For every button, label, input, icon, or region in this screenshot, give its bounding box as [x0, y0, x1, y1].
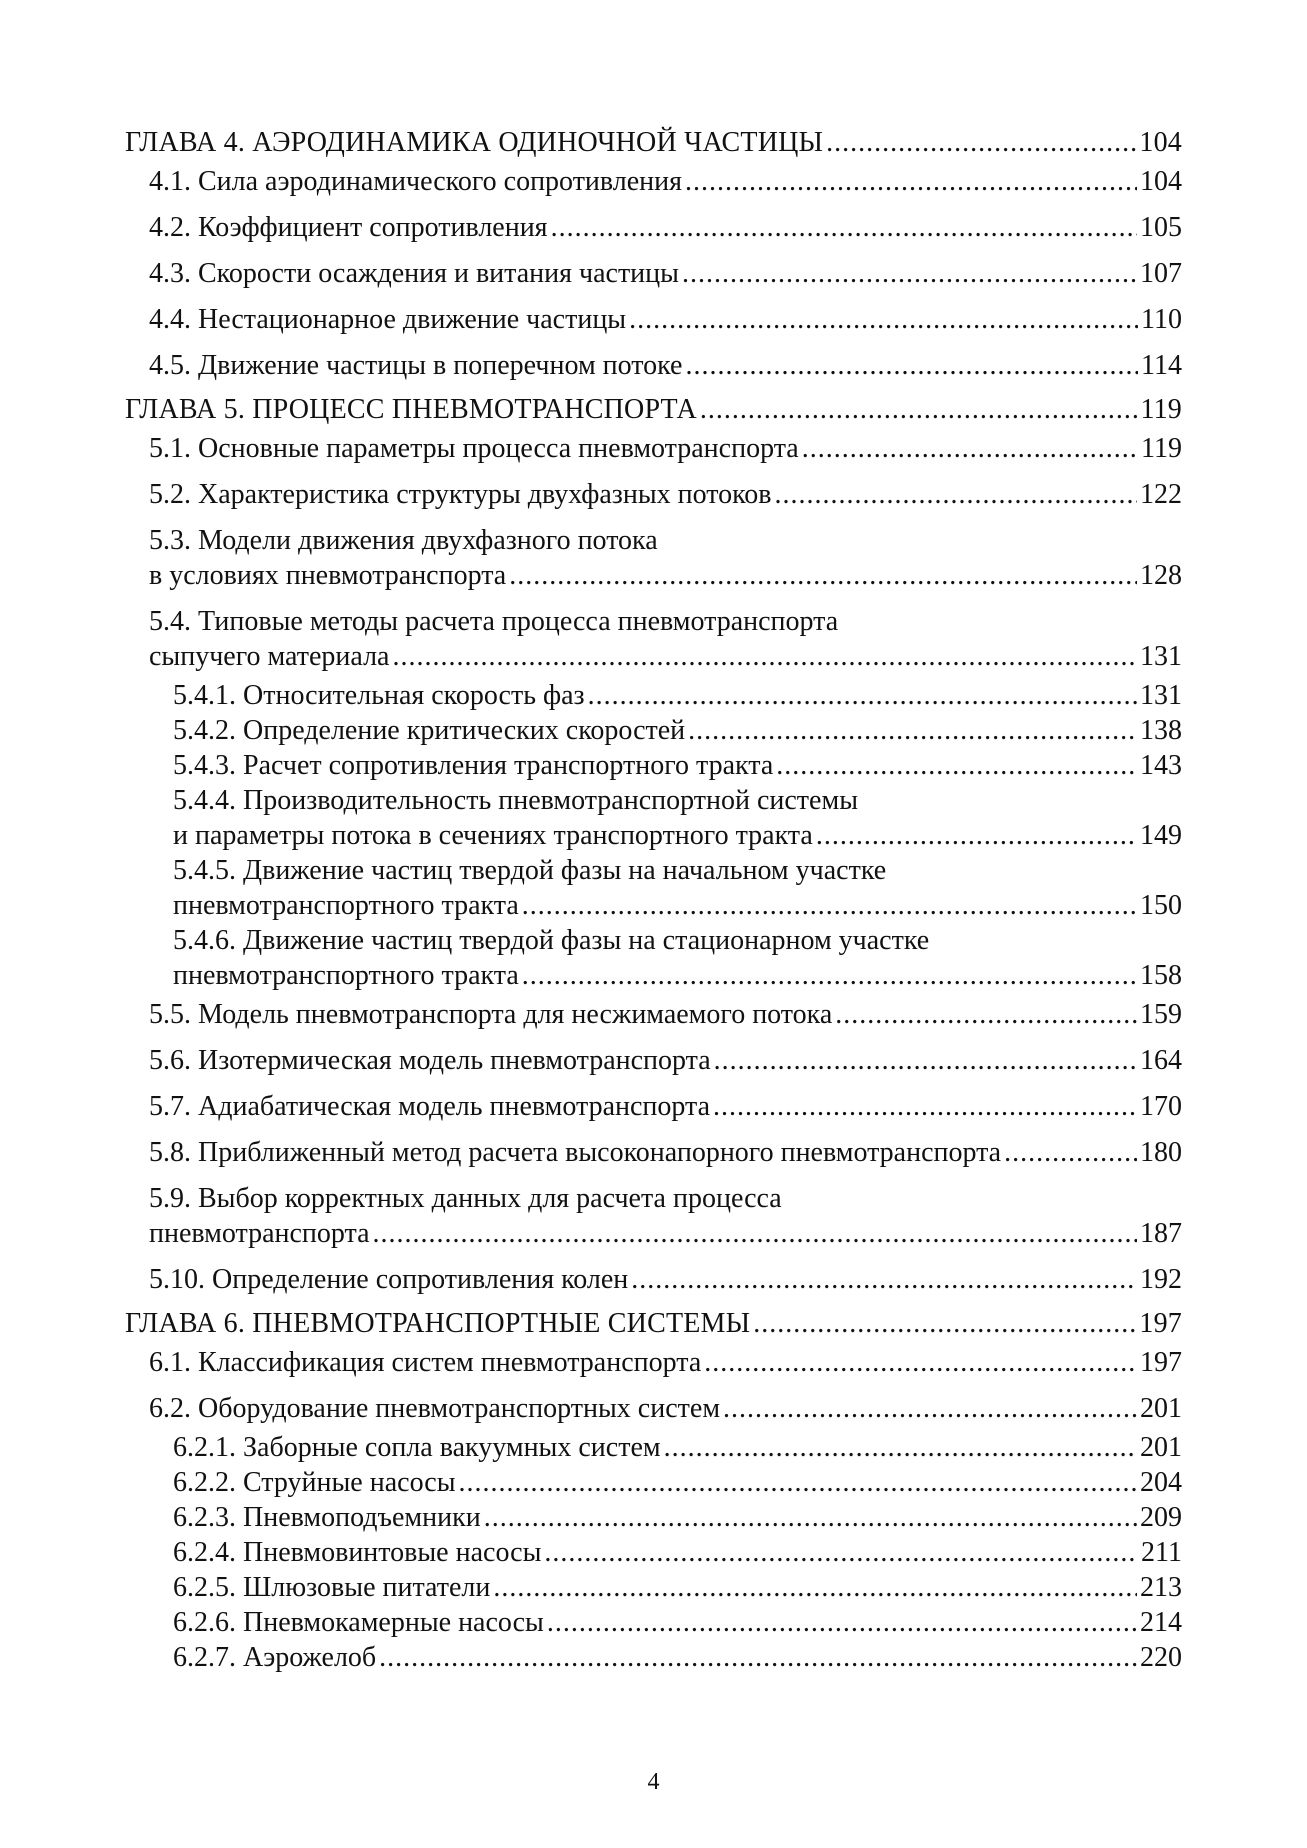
toc-entry-title: 5.1. Основные параметры процесса пневмотранспорта: [149, 433, 799, 464]
dot-leader: [714, 1043, 1137, 1078]
toc-section-5-9[interactable]: [125, 1181, 1182, 1251]
toc-entry-title: 5.7. Адиабатическая модель пневмотранспорта: [149, 1091, 711, 1122]
toc-entry-title: 6.2.3. Пневмоподъемники: [173, 1502, 481, 1533]
toc-entry-title-line2: пневмотранспортного тракта: [173, 890, 519, 921]
toc-entry-title: 6.2. Оборудование пневмотранспортных систем: [149, 1393, 721, 1424]
toc-entry-title: 6.2.6. Пневмокамерные насосы: [173, 1607, 544, 1638]
toc-entry-title-line2: в условиях пневмотранспорта: [149, 560, 507, 591]
toc-entry-page: 150: [1140, 890, 1182, 921]
toc-entry-title-line2: пневмотранспорта: [149, 1218, 370, 1249]
dot-leader: [484, 1500, 1137, 1535]
table-of-contents: [125, 125, 1182, 1675]
toc-entry-page: 170: [1140, 1091, 1182, 1122]
dot-leader: [551, 210, 1137, 245]
toc-entry-title-line1: 5.3. Модели движения двухфазного потока: [149, 525, 658, 556]
toc-subsection-5-4-2[interactable]: [125, 713, 1182, 748]
dot-leader: [493, 1570, 1137, 1605]
toc-subsection-5-4-1[interactable]: [125, 678, 1182, 713]
toc-section-5-2[interactable]: [125, 477, 1182, 512]
toc-entry-page: 201: [1140, 1393, 1182, 1424]
toc-subsection-6-2-3[interactable]: [125, 1500, 1182, 1535]
dot-leader: [802, 431, 1138, 466]
toc-entry-title: 5.10. Определение сопротивления колен: [149, 1264, 629, 1295]
toc-subsection-6-2-4[interactable]: [125, 1535, 1182, 1570]
toc-section-5-1[interactable]: [125, 431, 1182, 466]
page-number: 4: [647, 1769, 660, 1795]
dot-leader: [775, 477, 1137, 512]
dot-leader: [392, 639, 1137, 674]
toc-entry-title: ГЛАВА 4. АЭРОДИНАМИКА ОДИНОЧНОЙ ЧАСТИЦЫ: [125, 127, 824, 158]
toc-entry-page: 209: [1140, 1502, 1182, 1533]
dot-leader: [629, 302, 1138, 337]
toc-section-4-5[interactable]: [125, 348, 1182, 383]
toc-entry-page: 211: [1141, 1537, 1182, 1568]
toc-subsection-6-2-1[interactable]: [125, 1430, 1182, 1465]
toc-subsection-6-2-2[interactable]: [125, 1465, 1182, 1500]
toc-entry-page: 187: [1140, 1218, 1182, 1249]
toc-entry-title: 6.2.1. Заборные сопла вакуумных систем: [173, 1432, 661, 1463]
toc-entry-title: 6.2.7. Аэрожелоб: [173, 1642, 377, 1673]
toc-section-4-4[interactable]: [125, 302, 1182, 337]
toc-entry-page: 110: [1141, 304, 1182, 335]
toc-section-5-4[interactable]: [125, 604, 1182, 674]
toc-entry-title: 6.1. Классификация систем пневмотранспорта: [149, 1347, 702, 1378]
toc-entry-title: 4.2. Коэффициент сопротивления: [149, 212, 548, 243]
toc-entry-page: 204: [1140, 1467, 1182, 1498]
toc-chapter-4[interactable]: [125, 125, 1182, 160]
toc-entry-title: 6.2.2. Струйные насосы: [173, 1467, 456, 1498]
toc-section-6-1[interactable]: [125, 1345, 1182, 1380]
dot-leader: [700, 392, 1138, 427]
toc-entry-page: 107: [1140, 258, 1182, 289]
dot-leader: [685, 164, 1137, 199]
toc-entry-page: 220: [1140, 1642, 1182, 1673]
toc-entry-page: 159: [1140, 999, 1182, 1030]
toc-entry-page: 131: [1140, 641, 1182, 672]
toc-section-5-5[interactable]: [125, 997, 1182, 1032]
toc-entry-title: ГЛАВА 6. ПНЕВМОТРАНСПОРТНЫЕ СИСТЕМЫ: [125, 1308, 751, 1339]
toc-chapter-5[interactable]: [125, 392, 1182, 427]
toc-entry-page: 122: [1140, 479, 1182, 510]
toc-entry-title: 6.2.4. Пневмовинтовые насосы: [173, 1537, 542, 1568]
toc-entry-title: 5.4.2. Определение критических скоростей: [173, 715, 686, 746]
dot-leader: [588, 678, 1137, 713]
toc-entry-title-line2: пневмотранспортного тракта: [173, 960, 519, 991]
dot-leader: [685, 348, 1138, 383]
toc-entry-page: 104: [1140, 166, 1182, 197]
toc-subsection-5-4-6[interactable]: [125, 923, 1182, 993]
toc-entry-title: 5.2. Характеристика структуры двухфазных потоков: [149, 479, 772, 510]
toc-entry-title: 4.5. Движение частицы в поперечном потоке: [149, 350, 683, 381]
toc-entry-title: 5.6. Изотермическая модель пневмотранспорта: [149, 1045, 711, 1076]
dot-leader: [509, 558, 1137, 593]
dot-leader: [522, 888, 1137, 923]
toc-entry-title: 5.8. Приближенный метод расчета высоконапорного пневмотранспорта: [149, 1137, 1002, 1168]
dot-leader: [688, 713, 1137, 748]
toc-entry-title-line1: 5.9. Выбор корректных данных для расчета процесса: [149, 1183, 782, 1214]
toc-entry-page: 114: [1141, 350, 1182, 381]
toc-entry-page: 214: [1140, 1607, 1182, 1638]
toc-subsection-6-2-5[interactable]: [125, 1570, 1182, 1605]
toc-section-5-7[interactable]: [125, 1089, 1182, 1124]
toc-entry-page: 158: [1140, 960, 1182, 991]
dot-leader: [1004, 1135, 1137, 1170]
toc-subsection-5-4-3[interactable]: [125, 748, 1182, 783]
toc-entry-page: 180: [1140, 1137, 1182, 1168]
toc-entry-page: 164: [1140, 1045, 1182, 1076]
toc-entry-title-line2: сыпучего материала: [149, 641, 390, 672]
toc-entry-page: 119: [1140, 394, 1182, 425]
toc-entry-page: 213: [1140, 1572, 1182, 1603]
toc-entry-title: ГЛАВА 5. ПРОЦЕСС ПНЕВМОТРАНСПОРТА: [125, 394, 697, 425]
toc-entry-title-line1: 5.4.5. Движение частиц твердой фазы на начальном участке: [173, 855, 887, 886]
toc-entry-title: 5.5. Модель пневмотранспорта для несжимаемого потока: [149, 999, 833, 1030]
toc-section-5-10[interactable]: [125, 1262, 1182, 1297]
toc-subsection-5-4-4[interactable]: [125, 783, 1182, 853]
toc-entry-title: 6.2.5. Шлюзовые питатели: [173, 1572, 491, 1603]
toc-entry-page: 128: [1140, 560, 1182, 591]
toc-section-4-2[interactable]: [125, 210, 1182, 245]
toc-entry-title: 4.1. Сила аэродинамического сопротивления: [149, 166, 683, 197]
toc-entry-page: 138: [1140, 715, 1182, 746]
toc-entry-page: 201: [1140, 1432, 1182, 1463]
toc-section-5-3[interactable]: [125, 523, 1182, 593]
dot-leader: [682, 256, 1137, 291]
toc-entry-title: 4.3. Скорости осаждения и витания частицы: [149, 258, 679, 289]
dot-leader: [826, 125, 1136, 160]
toc-entry-page: 149: [1140, 820, 1182, 851]
dot-leader: [631, 1262, 1137, 1297]
toc-entry-title: 4.4. Нестационарное движение частицы: [149, 304, 627, 335]
dot-leader: [522, 958, 1137, 993]
toc-entry-title-line1: 5.4. Типовые методы расчета процесса пневмотранспорта: [149, 606, 839, 637]
toc-subsection-6-2-6[interactable]: [125, 1605, 1182, 1640]
toc-subsection-5-4-5[interactable]: [125, 853, 1182, 923]
toc-entry-page: 143: [1140, 750, 1182, 781]
dot-leader: [373, 1216, 1137, 1251]
toc-entry-page: 105: [1140, 212, 1182, 243]
dot-leader: [713, 1089, 1137, 1124]
toc-section-5-6[interactable]: [125, 1043, 1182, 1078]
dot-leader: [816, 818, 1137, 853]
toc-section-4-3[interactable]: [125, 256, 1182, 291]
toc-entry-title: 5.4.1. Относительная скорость фаз: [173, 680, 585, 711]
dot-leader: [547, 1605, 1137, 1640]
dot-leader: [776, 748, 1137, 783]
dot-leader: [544, 1535, 1138, 1570]
toc-entry-page: 192: [1140, 1264, 1182, 1295]
toc-subsection-6-2-7[interactable]: [125, 1640, 1182, 1675]
toc-entry-page: 104: [1139, 127, 1182, 158]
toc-chapter-6[interactable]: [125, 1306, 1182, 1341]
toc-entry-title-line2: и параметры потока в сечениях транспортного тракта: [173, 820, 813, 851]
toc-section-5-8[interactable]: [125, 1135, 1182, 1170]
toc-entry-page: 119: [1141, 433, 1182, 464]
toc-entry-title-line1: 5.4.6. Движение частиц твердой фазы на стационарном участке: [173, 925, 930, 956]
dot-leader: [704, 1345, 1137, 1380]
toc-section-6-2[interactable]: [125, 1391, 1182, 1426]
toc-entry-page: 197: [1139, 1308, 1182, 1339]
toc-entry-page: 197: [1140, 1347, 1182, 1378]
dot-leader: [723, 1391, 1137, 1426]
toc-entry-page: 131: [1140, 680, 1182, 711]
dot-leader: [835, 997, 1137, 1032]
dot-leader: [379, 1640, 1137, 1675]
toc-entry-title-line1: 5.4.4. Производительность пневмотранспортной системы: [173, 785, 859, 816]
toc-entry-title: 5.4.3. Расчет сопротивления транспортного тракта: [173, 750, 774, 781]
dot-leader: [459, 1465, 1137, 1500]
dot-leader: [753, 1306, 1136, 1341]
toc-section-4-1[interactable]: [125, 164, 1182, 199]
dot-leader: [664, 1430, 1137, 1465]
